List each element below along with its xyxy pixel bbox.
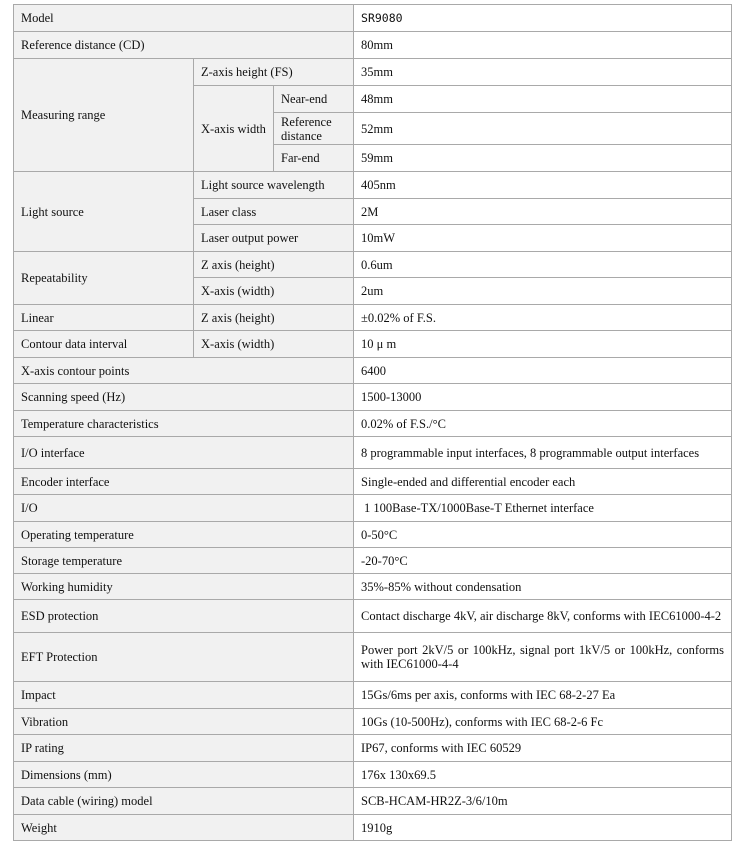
reference-distance-value: 80mm (354, 32, 732, 59)
weight-label: Weight (14, 815, 354, 841)
data-cable-label: Data cable (wiring) model (14, 788, 354, 815)
temperature-characteristics-value: 0.02% of F.S./°C (354, 411, 732, 437)
table-row (14, 384, 732, 411)
storage-temperature-label: Storage temperature (14, 548, 354, 574)
table-row (14, 548, 732, 574)
measuring-range-label: Measuring range (14, 59, 194, 172)
linear-value: ±0.02% of F.S. (354, 305, 732, 331)
z-axis-height-label: Z-axis height (FS) (194, 59, 354, 86)
vibration-label: Vibration (14, 709, 354, 735)
near-end-value: 48mm (354, 86, 732, 113)
contour-points-label: X-axis contour points (14, 358, 354, 384)
table-row (14, 32, 732, 59)
light-source-label: Light source (14, 172, 194, 252)
table-row (14, 252, 732, 278)
model-label: Model (14, 5, 354, 32)
reference-distance-sub-label: Reference distance (274, 113, 354, 145)
table-row (14, 633, 732, 682)
repeatability-z-label: Z axis (height) (194, 252, 354, 278)
ip-rating-value: IP67, conforms with IEC 60529 (354, 735, 732, 762)
operating-temperature-value: 0-50°C (354, 522, 732, 548)
scanning-speed-value: 1500-13000 (354, 384, 732, 411)
near-end-label: Near-end (274, 86, 354, 113)
model-value: SR9080 (354, 5, 732, 32)
table-row (14, 331, 732, 358)
far-end-label: Far-end (274, 145, 354, 172)
scanning-speed-label: Scanning speed (Hz) (14, 384, 354, 411)
table-row (14, 358, 732, 384)
z-axis-height-value: 35mm (354, 59, 732, 86)
encoder-interface-value: Single-ended and differential encoder each (354, 469, 732, 495)
repeatability-label: Repeatability (14, 252, 194, 305)
vibration-value: 10Gs (10-500Hz), conforms with IEC 68-2-6 Fc (354, 709, 732, 735)
data-cable-value: SCB-HCAM-HR2Z-3/6/10m (354, 788, 732, 815)
table-row (14, 305, 732, 331)
working-humidity-value: 35%-85% without condensation (354, 574, 732, 600)
spec-table (13, 4, 732, 841)
contour-interval-sub-label: X-axis (width) (194, 331, 354, 358)
table-row (14, 735, 732, 762)
storage-temperature-value: -20-70°C (354, 548, 732, 574)
operating-temperature-label: Operating temperature (14, 522, 354, 548)
working-humidity-label: Working humidity (14, 574, 354, 600)
contour-interval-label: Contour data interval (14, 331, 194, 358)
io-interface-value: 8 programmable input interfaces, 8 programmable output interfaces (354, 437, 732, 469)
table-row (14, 682, 732, 709)
repeatability-z-value: 0.6um (354, 252, 732, 278)
contour-points-value: 6400 (354, 358, 732, 384)
table-row (14, 437, 732, 469)
table-row (14, 522, 732, 548)
linear-label: Linear (14, 305, 194, 331)
x-axis-width-label: X-axis width (194, 86, 274, 172)
table-row (14, 709, 732, 735)
linear-sub-label: Z axis (height) (194, 305, 354, 331)
eft-protection-label: EFT Protection (14, 633, 354, 682)
table-row (14, 495, 732, 522)
impact-value: 15Gs/6ms per axis, conforms with IEC 68-2-27 Ea (354, 682, 732, 709)
encoder-interface-label: Encoder interface (14, 469, 354, 495)
temperature-characteristics-label: Temperature characteristics (14, 411, 354, 437)
repeatability-x-label: X-axis (width) (194, 278, 354, 305)
table-row (14, 172, 732, 199)
table-row (14, 574, 732, 600)
io-label: I/O (14, 495, 354, 522)
table-row (14, 815, 732, 841)
reference-distance-sub-value: 52mm (354, 113, 732, 145)
wavelength-label: Light source wavelength (194, 172, 354, 199)
eft-protection-value: Power port 2kV/5 or 100kHz, signal port 1kV/5 or 100kHz, conforms with IEC61000-4-4 (354, 633, 732, 682)
io-interface-label: I/O interface (14, 437, 354, 469)
far-end-value: 59mm (354, 145, 732, 172)
esd-protection-label: ESD protection (14, 600, 354, 633)
impact-label: Impact (14, 682, 354, 709)
laser-output-power-label: Laser output power (194, 225, 354, 252)
weight-value: 1910g (354, 815, 732, 841)
table-row (14, 469, 732, 495)
dimensions-label: Dimensions (mm) (14, 762, 354, 788)
repeatability-x-value: 2um (354, 278, 732, 305)
esd-protection-value: Contact discharge 4kV, air discharge 8kV, conforms with IEC61000-4-2 (354, 600, 732, 633)
table-row (14, 762, 732, 788)
table-row (14, 5, 732, 32)
contour-interval-value: 10 μ m (354, 331, 732, 358)
laser-class-label: Laser class (194, 199, 354, 225)
table-row (14, 411, 732, 437)
laser-class-value: 2M (354, 199, 732, 225)
table-row (14, 788, 732, 815)
table-row (14, 59, 732, 86)
table-row (14, 600, 732, 633)
wavelength-value: 405nm (354, 172, 732, 199)
reference-distance-label: Reference distance (CD) (14, 32, 354, 59)
ip-rating-label: IP rating (14, 735, 354, 762)
io-value: 1 100Base-TX/1000Base-T Ethernet interface (354, 495, 732, 522)
laser-output-power-value: 10mW (354, 225, 732, 252)
dimensions-value: 176x 130x69.5 (354, 762, 732, 788)
